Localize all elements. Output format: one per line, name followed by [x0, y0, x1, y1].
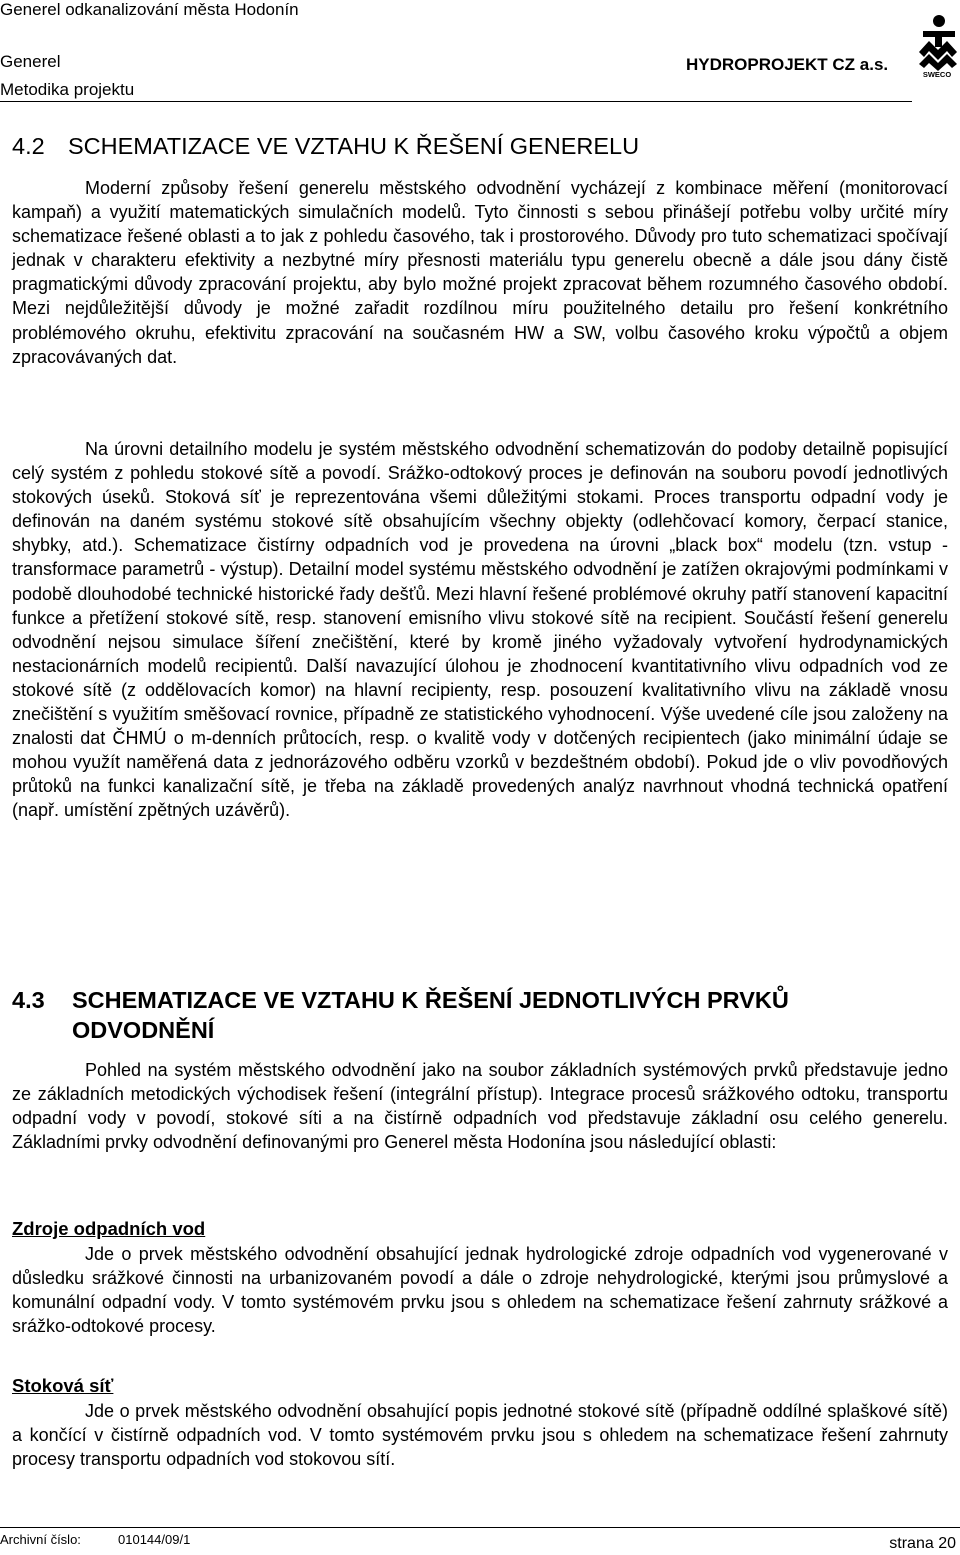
section-number: 4.2 [12, 133, 45, 159]
paragraph: Jde o prvek městského odvodnění obsahující jednak hydrologické zdroje odpadních vod vygenerované v důsledku srážkové činnosti na urbanizovaném povodí a dále o zdroje nehydrologické, kterými jsou průmyslové a komunální odpadní vody. V tomto systémovém prvku jsou s ohledem na schematizace řešení zahrnuty srážkové a srážko-odtokové procesy. [12, 1244, 948, 1337]
paragraph: Moderní způsoby řešení generelu městského odvodnění vycházejí z kombinace měření (monitorovací kampaň) a využití matematických simulačních modelů. Tyto činnosti s sebou přinášejí potřebu volby určité míry schematizace řešené oblasti a to jak z pohledu časového, tak i prostorového. Důvody pro tuto schematizaci spočívají jednak v charakteru efektivity a nezbytné míry přesnosti materiálu typu generelu obecně a dále jsou dány čistě pragmatickými důvody zpracování projektu, aby bylo možné projekt zpracovat během rozumného časového období. Mezi nejdůležitější důvody je možné zařadit rozdílnou míru použitelného detailu pro řešení konkrétního problémového okruhu, efektivitu zpracování na současném HW a SW, volbu časového kroku výpočtů a objem zpracovávaných dat. [12, 178, 948, 367]
paragraph: Jde o prvek městského odvodnění obsahující popis jednotné stokové sítě (případně oddílné splaškové sítě) a končící v čistírně odpadních vod. V tomto systémovém prvku jsou s ohledem na schematizace řešení zahrnuty procesy transportu odpadních vod stokovou sítí. [12, 1401, 948, 1470]
header-generel: Generel [0, 52, 61, 71]
header-rule [0, 101, 912, 102]
section-heading-4-3 [12, 985, 789, 1043]
archive-label: Archivní číslo: [0, 1532, 81, 1547]
subsection-title: Stoková síť [12, 1375, 114, 1396]
document-title: Generel odkanalizování města Hodonín [0, 0, 299, 19]
footer-rule [0, 1527, 960, 1528]
section-title: SCHEMATIZACE VE VZTAHU K ŘEŠENÍ GENERELU [68, 133, 640, 159]
logo-text: SWECO [922, 70, 952, 78]
section-title: SCHEMATIZACE VE VZTAHU K ŘEŠENÍ JEDNOTLIVÝCH PRVKŮ ODVODNĚNÍ [72, 987, 789, 1043]
section-heading-4-2 [12, 131, 640, 161]
paragraph: Na úrovni detailního modelu je systém městského odvodnění schematizován do podoby detailně popisující celý systém z pohledu stokové sítě a povodí. Srážko-odtokový proces je definován na souboru povodí jednotlivých stokových úseků. Stoková síť je reprezentována všemi důležitými stokami. Proces transportu odpadní vody je definován na daném systému stokové sítě obsahujícím všechny objekty (odlehčovací komory, čerpací stanice, shybky, atd.). Schematizace čistírny odpadních vod je provedena na úrovni „black box“ modelu (tzn. vstup - transformace parametrů - výstup). Detailní model systému městského odvodnění je zatížen okrajovými podmínkami v podobě dlouhodobé technické historické řady dešťů. Mezi hlavní řešené problémové okruhy patří stanovení kapacitní funkce a přetížení stokové sítě, resp. stanovení emisního vlivu stokové sítě na recipient. Součástí řešení generelu odvodnění nejsou simulace šíření znečištění, které by kromě jiného vyžadovaly vytvoření hydrodynamických nestacionárních modelů recipientů. Další navazující úlohou je zhodnocení kvantitativního vlivu odpadních vod ze stokové sítě (z oddělovacích komor) na hlavní recipienty, resp. posouzení kvalitativního vlivu na základě vnosu znečištění s využitím směšovací rovnice, případně ze statistického vyhodnocení. Výše uvedené cíle jsou založeny na znalosti dat ČHMÚ o m-denních průtocích, resp. o kvalitě vody v dotčených recipientech (jako minimální údaje se mohou využít naměřená data z jednorázového odběru vzorků v bezdeštném období). Pokud jde o vliv povodňových průtoků na funkci kanalizační sítě, je třeba na základě provedených analýz navrhnout vhodná technická opatření (např. umístění zpětných uzávěrů). [12, 439, 948, 821]
page-number: strana 20 [889, 1535, 956, 1552]
company-name: HYDROPROJEKT CZ a.s. [686, 55, 889, 74]
section-number: 4.3 [12, 987, 45, 1013]
archive-number: 010144/09/1 [118, 1532, 191, 1547]
subsection-title: Zdroje odpadních vod [12, 1218, 206, 1239]
header-metodika: Metodika projektu [0, 80, 135, 99]
sweco-logo [914, 14, 960, 78]
paragraph: Pohled na systém městského odvodnění jako na soubor základních systémových prvků představuje jedno ze základních metodických východisek řešení (integrální přístup). Integrace procesů srážkového odtoku, transportu odpadní vody v povodí, stokové síti a na čistírně odpadních vod představuje základní osu celého generelu. Základními prvky odvodnění definovanými pro Generel města Hodonína jsou následující oblasti: [12, 1060, 948, 1153]
